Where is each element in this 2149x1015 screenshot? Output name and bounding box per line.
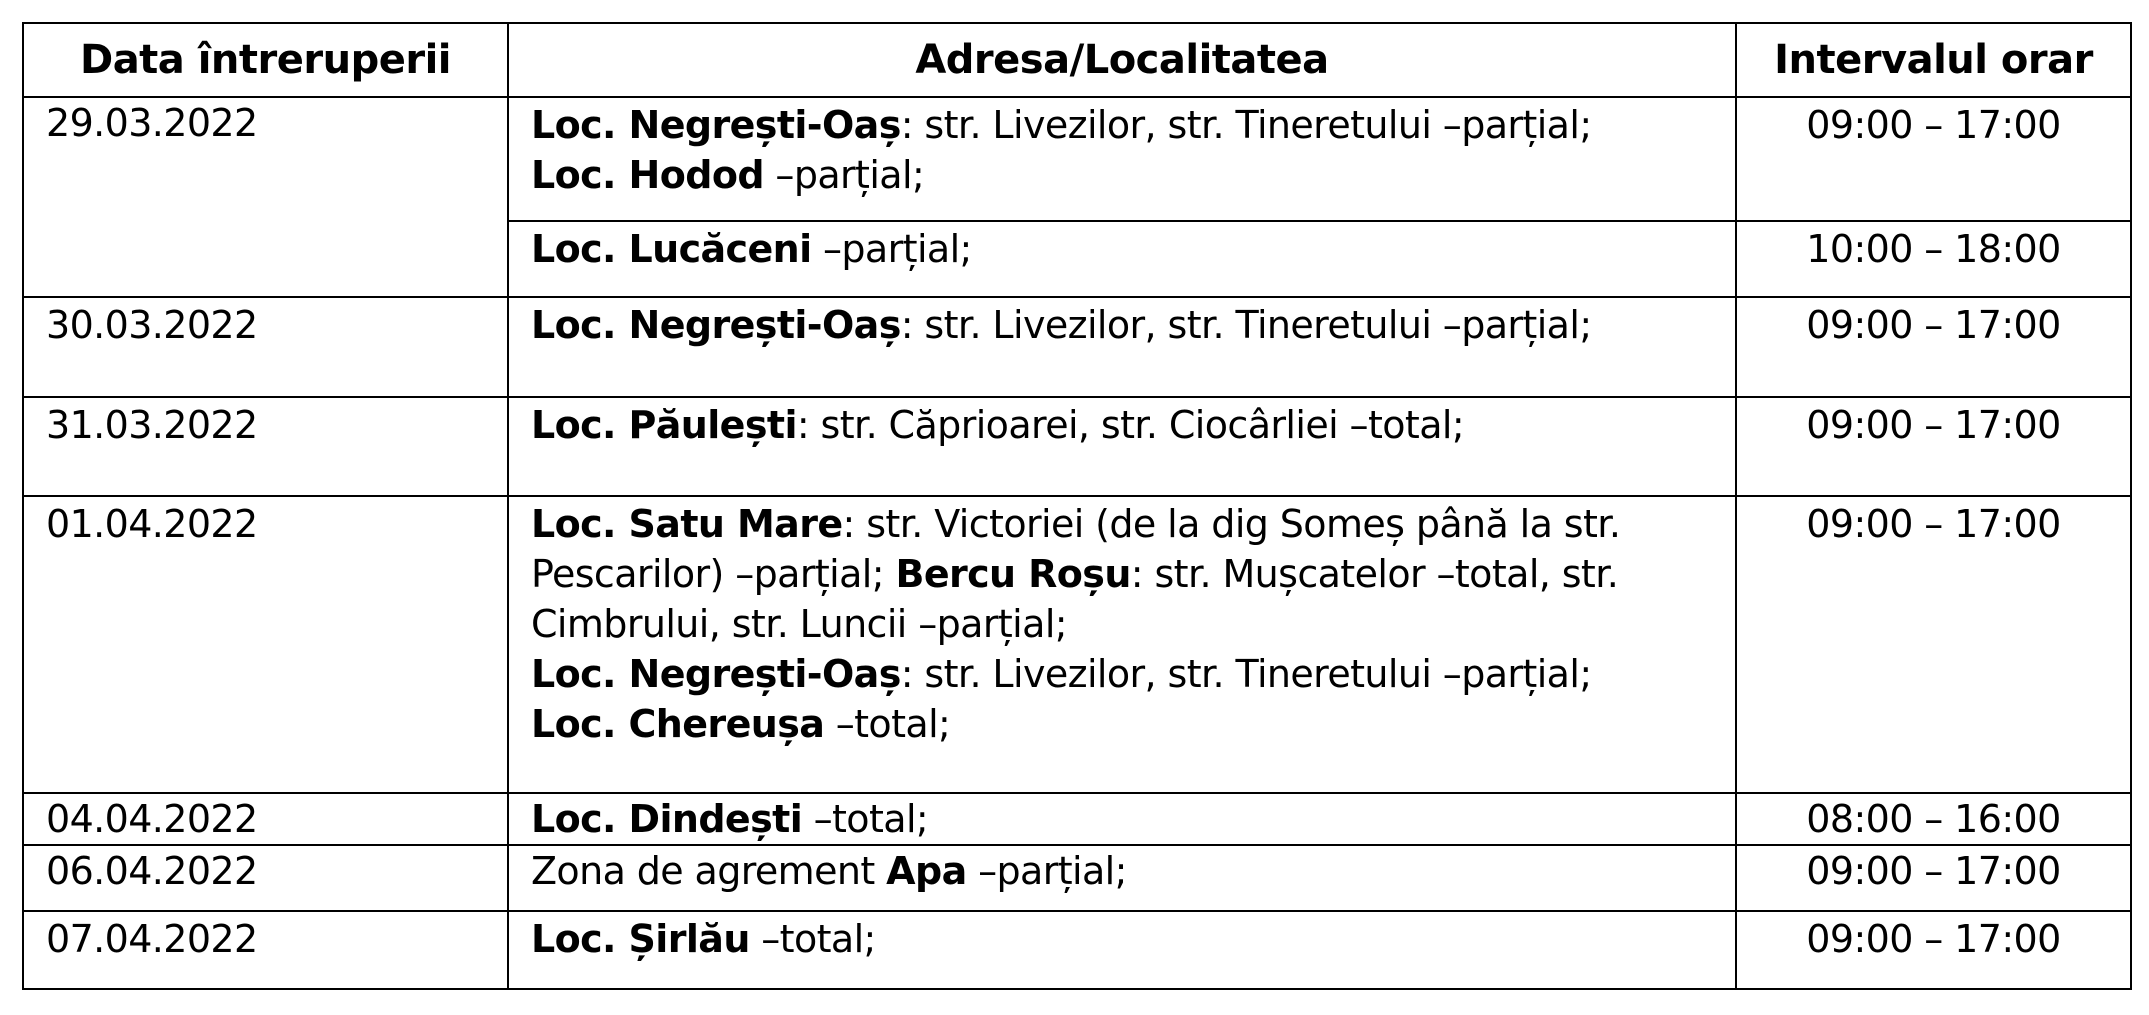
locality-name: Loc. Negrești-Oaș: [531, 303, 901, 347]
locality-name: Loc. Hodod: [531, 153, 764, 197]
address-line: [531, 649, 1727, 699]
address-cell: [508, 845, 1736, 911]
address-text: : str. Livezilor, str. Tineretului –parțial;: [900, 652, 1592, 696]
header-address: Adresa/Localitatea: [508, 23, 1736, 97]
address-cell: [508, 911, 1736, 989]
interval-cell: 10:00 – 18:00: [1736, 221, 2131, 297]
address-line: [531, 300, 1727, 350]
address-text: –parțial;: [811, 227, 972, 271]
address-line: [531, 549, 1727, 599]
date-cell: 07.04.2022: [23, 911, 508, 989]
address-text: –total;: [749, 917, 876, 961]
header-date: Data întreruperii: [23, 23, 508, 97]
interval-cell: 09:00 – 17:00: [1736, 911, 2131, 989]
table-row: [23, 297, 2131, 397]
address-text: Pescarilor) –parțial;: [531, 552, 896, 596]
locality-name: Loc. Șirlău: [531, 917, 750, 961]
address-line: [531, 400, 1727, 450]
header-row: [23, 23, 2131, 97]
address-text: : str. Livezilor, str. Tineretului –parțial;: [900, 303, 1592, 347]
address-cell: [508, 97, 1736, 221]
locality-name: Loc. Păulești: [531, 403, 797, 447]
table-row: [23, 911, 2131, 989]
interval-cell: 09:00 – 17:00: [1736, 397, 2131, 496]
address-cell: [508, 496, 1736, 793]
locality-name: Loc. Negrești-Oaș: [531, 103, 901, 147]
date-cell: 31.03.2022: [23, 397, 508, 496]
locality-name: Bercu Roșu: [895, 552, 1131, 596]
locality-name: Apa: [886, 849, 967, 893]
address-line: [531, 794, 1727, 844]
address-line: [531, 499, 1727, 549]
address-line: [531, 224, 1727, 274]
locality-name: Loc. Dindești: [531, 797, 803, 841]
locality-name: Loc. Satu Mare: [531, 502, 843, 546]
address-text: : str. Livezilor, str. Tineretului –parțial;: [900, 103, 1592, 147]
address-text: : str. Căprioarei, str. Ciocârliei –total;: [796, 403, 1465, 447]
table-row: [23, 496, 2131, 793]
locality-name: Loc. Chereușa: [531, 702, 825, 746]
address-line: [531, 599, 1727, 649]
interval-cell: 09:00 – 17:00: [1736, 845, 2131, 911]
address-cell: [508, 297, 1736, 397]
date-cell: 06.04.2022: [23, 845, 508, 911]
table-row: [23, 97, 2131, 221]
address-line: [531, 150, 1727, 200]
date-cell: 30.03.2022: [23, 297, 508, 397]
address-cell: [508, 397, 1736, 496]
date-cell: 04.04.2022: [23, 793, 508, 845]
interval-cell: 09:00 – 17:00: [1736, 297, 2131, 397]
date-cell: 01.04.2022: [23, 496, 508, 793]
table-row: [23, 793, 2131, 845]
address-line: [531, 846, 1727, 896]
address-text: –parțial;: [763, 153, 925, 197]
interval-cell: 09:00 – 17:00: [1736, 97, 2131, 221]
date-cell: 29.03.2022: [23, 97, 508, 297]
locality-name: Loc. Lucăceni: [531, 227, 812, 271]
table-row: [23, 397, 2131, 496]
address-cell: [508, 793, 1736, 845]
outage-schedule-table: [22, 22, 2132, 990]
address-line: [531, 699, 1727, 749]
address-text: : str. Victoriei (de la dig Someș până la str.: [842, 502, 1621, 546]
address-line: [531, 100, 1727, 150]
address-cell: [508, 221, 1736, 297]
table-row: [23, 845, 2131, 911]
address-text: Cimbrului, str. Luncii –parțial;: [531, 602, 1067, 646]
address-text: : str. Mușcatelor –total, str.: [1130, 552, 1619, 596]
interval-cell: 08:00 – 16:00: [1736, 793, 2131, 845]
address-text: –parțial;: [966, 849, 1127, 893]
address-text: Zona de agrement: [531, 849, 887, 893]
address-line: [531, 914, 1727, 964]
address-text: –total;: [824, 702, 951, 746]
interval-cell: 09:00 – 17:00: [1736, 496, 2131, 793]
header-interval: Intervalul orar: [1736, 23, 2131, 97]
locality-name: Loc. Negrești-Oaș: [531, 652, 901, 696]
address-text: –total;: [802, 797, 929, 841]
